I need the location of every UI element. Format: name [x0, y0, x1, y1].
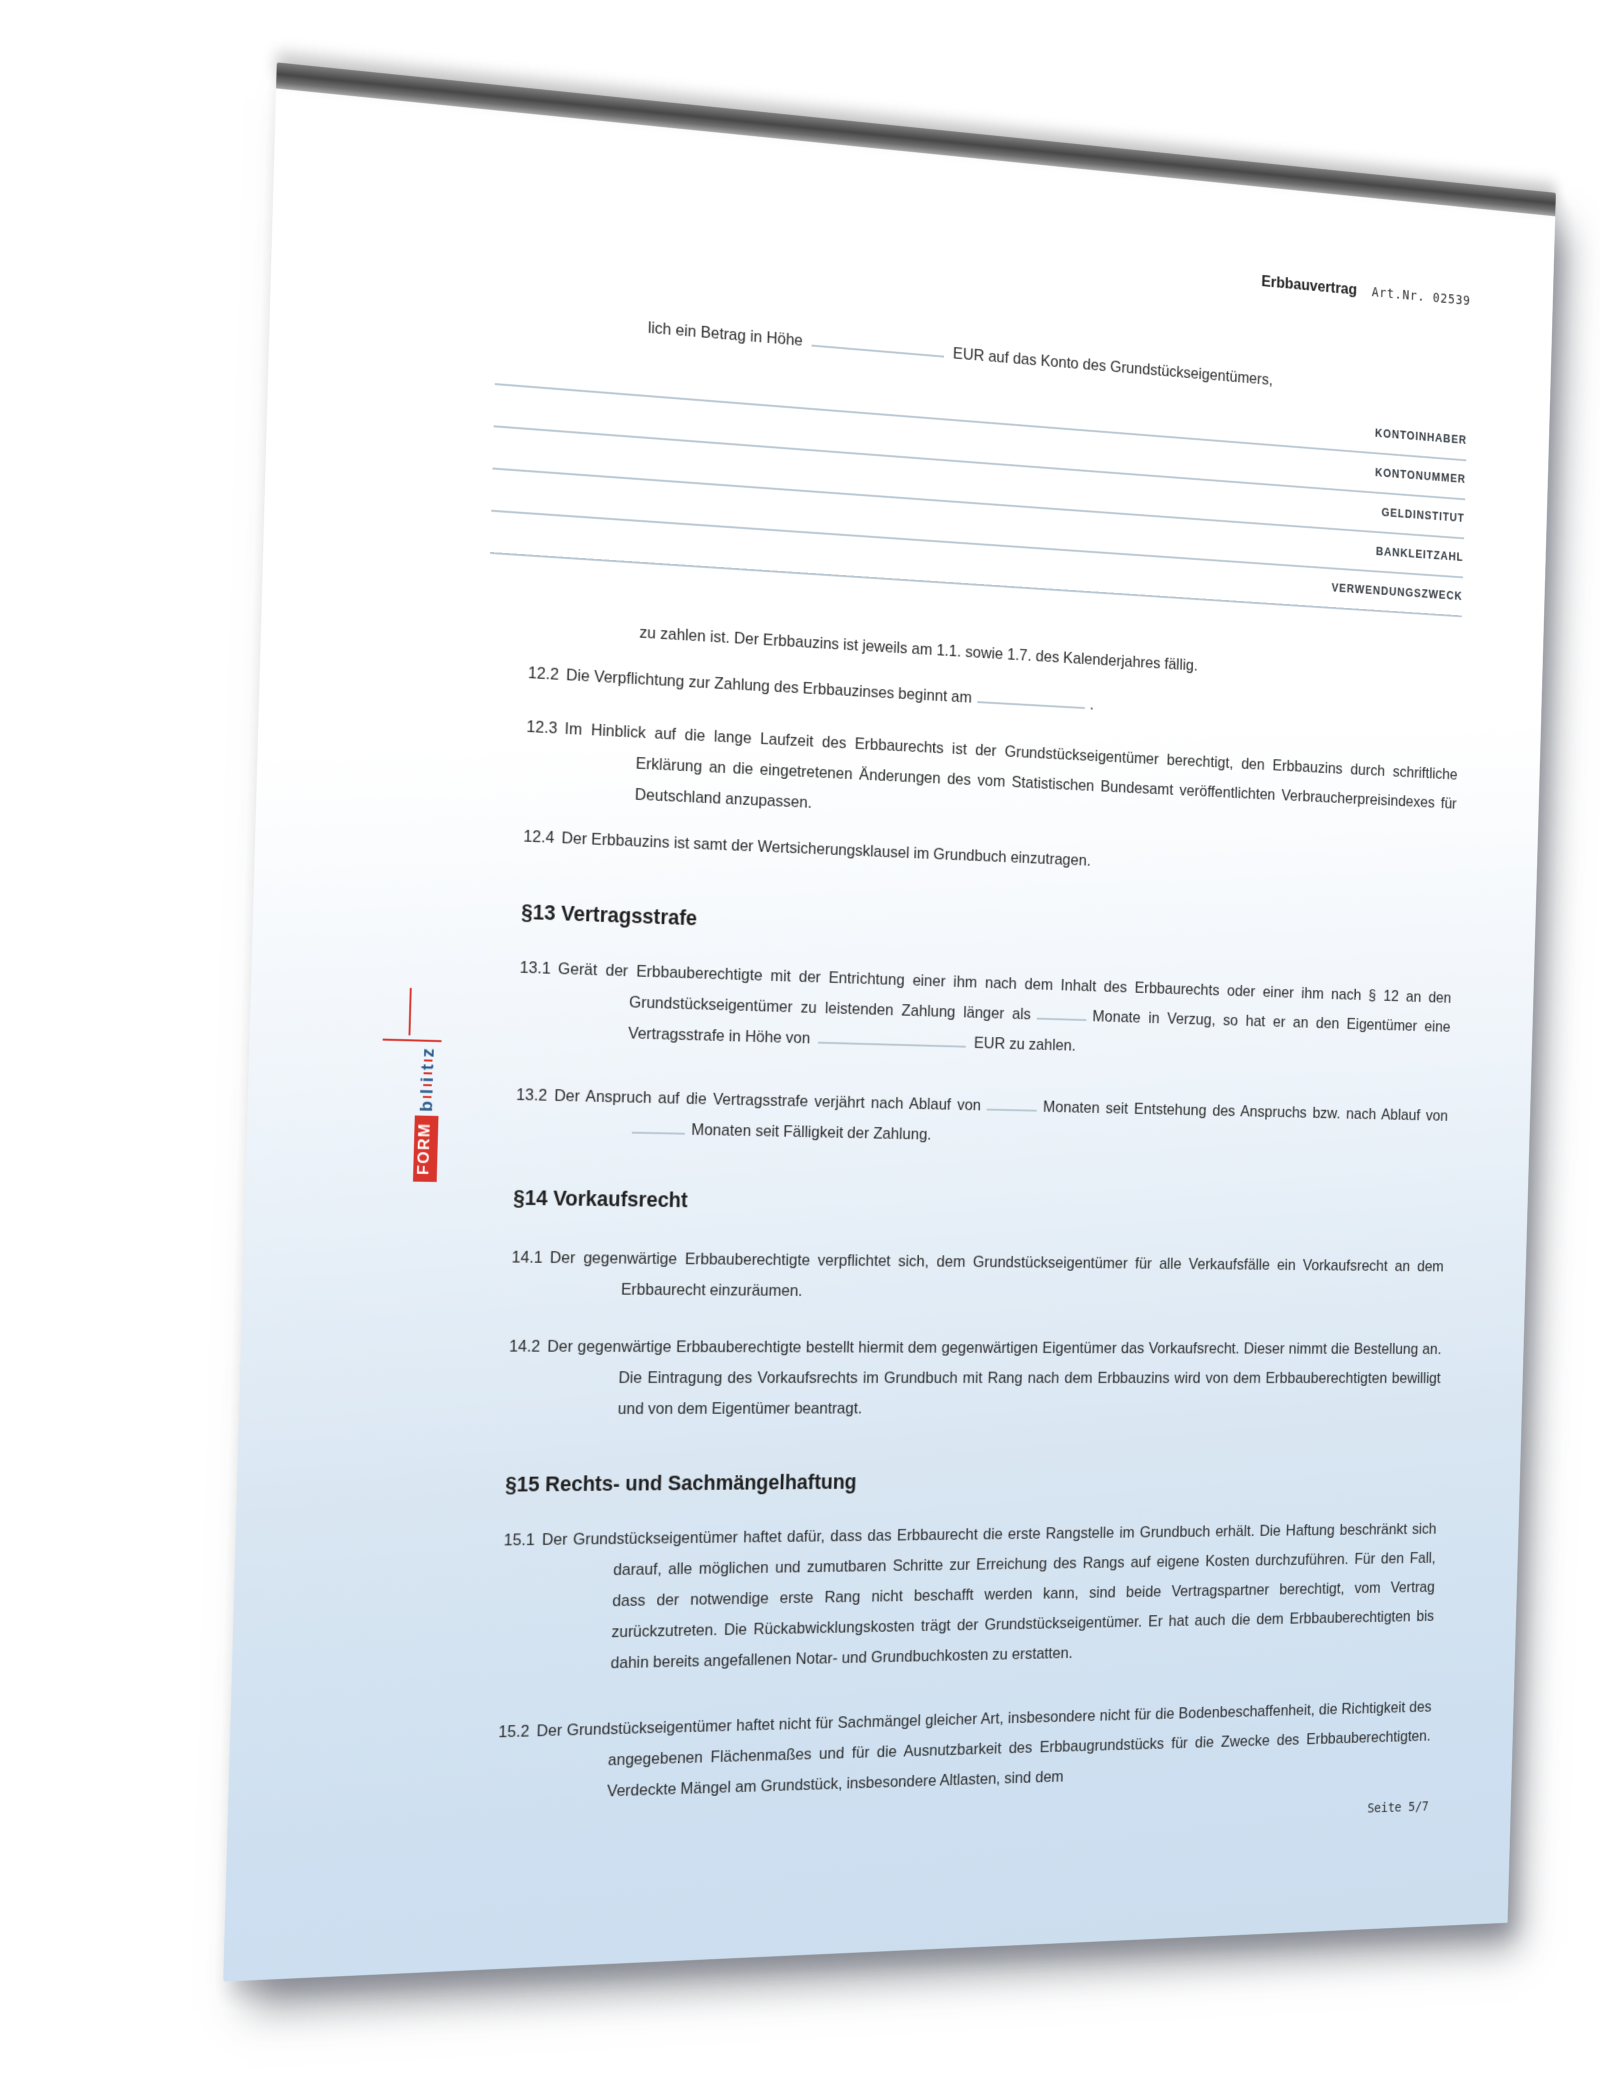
clause-text: Der Grundstückseigentümer haftet nicht für Sachmängel gleicher Art, insbesondere nicht für die Bodenbeschaffenheit, die Richtigkeit des angegebenen Flächenmaßes und für die Ausnutzbarkeit des Erbbaugrundstücks für die Zwecke des Erbbauberechtigten. Verdeckte Mängel am Grundstück, insbesondere Altlasten, sind dem [536, 1697, 1432, 1801]
due-date-note: zu zahlen ist. Der Erbbauzins ist jeweils am 1.1. sowie 1.7. des Kalenderjahres fällig. [639, 623, 1198, 675]
clause-15-1 [503, 1515, 1437, 1679]
clause-text: Monate in Verzug, so hat er an den Eigentümer eine Vertragsstrafe in Höhe von [627, 1007, 1451, 1048]
section-heading-13: §13 Vertragsstrafe [520, 899, 698, 931]
contract-page [223, 62, 1556, 1981]
clause-14-2 [508, 1331, 1442, 1424]
document-mockup-scene [250, 62, 1600, 1982]
months-blank-field [987, 1094, 1037, 1111]
clause-number: 15.2 [498, 1721, 530, 1742]
logo-form-wordmark: FORM [412, 1115, 438, 1182]
clause-13-1 [519, 956, 1452, 1071]
months-blank-field [632, 1117, 685, 1135]
clause-text: Der Erbbauzins ist samt der Wertsicherungsklausel im Grundbuch einzutragen. [561, 828, 1092, 870]
logo-letter: i [419, 1070, 436, 1082]
clause-text-end: . [1089, 695, 1095, 714]
clause-15-2 [498, 1692, 1432, 1807]
section-heading-15: §15 Rechts- und Sachmängelhaftung [504, 1469, 857, 1497]
clause-14-1 [511, 1243, 1445, 1310]
clause-number: 14.2 [508, 1336, 541, 1356]
page-top-fold-edge [276, 62, 1556, 216]
bank-field-label: VERWENDUNGSZWECK [1331, 581, 1463, 603]
page-header [273, 180, 1471, 309]
clause-text: Gerät der Erbbauberechtigte mit der Entrichtung einer ihm nach dem Inhalt des Erbbaurechts oder einer ihm nach § 12 an den Grundstückseigentümer zu leistenden Zahlung länger als [557, 959, 1452, 1024]
logo-blitz-wordmark [418, 1048, 437, 1112]
article-number: Art.Nr. 02539 [1371, 285, 1471, 309]
clause-number: 12.4 [523, 826, 555, 847]
amount-blank-field [812, 330, 945, 357]
clause-number: 12.3 [526, 717, 558, 738]
months-blank-field [1037, 1004, 1087, 1021]
logo-letter: b [418, 1094, 436, 1112]
clause-number: 14.1 [511, 1247, 543, 1267]
clause-number: 13.1 [519, 958, 551, 978]
logo-letter: l [418, 1082, 435, 1094]
clause-text: Im Hinblick auf die lange Laufzeit des Erbbaurechts ist der Grundstückseigentümer berechtigt, den Erbbauzins durch schriftliche Erklärung an die eingetretenen Änderungen des vom Statistischen Bundesamt veröffentlichten Verbraucherpreisindexes für Deutschland anzupassen. [564, 719, 1458, 813]
bank-field-label: KONTONUMMER [1374, 466, 1466, 486]
formblitz-logo-inner [410, 1039, 442, 1182]
bank-field-label: KONTOINHABER [1374, 426, 1467, 447]
clause-13-2 [515, 1082, 1449, 1160]
logo-letter: t [419, 1057, 436, 1070]
clause-text: Der Anspruch auf die Vertragsstrafe verjährt nach Ablauf von [554, 1086, 982, 1115]
carryover-text-post: EUR auf das Konto des Grundstückseigentümers, [952, 344, 1273, 389]
penalty-amount-blank-field [818, 1027, 966, 1047]
clause-text-end: Monaten seit Fälligkeit der Zahlung. [691, 1120, 932, 1144]
bank-field-label: BANKLEITZAHL [1375, 544, 1464, 564]
page-number-indicator: Seite 5/7 [1367, 1799, 1429, 1817]
clause-text: Der gegenwärtige Erbbauberechtigte verpflichtet sich, dem Grundstückseigentümer für alle Verkaufsfälle ein Vorkaufsrecht an dem Erbbaurecht einzuräumen. [549, 1248, 1444, 1300]
clause-text: Monaten seit Entstehung des Anspruchs bzw. nach Ablauf von [1042, 1097, 1449, 1125]
logo-letter: z [418, 1048, 438, 1058]
date-blank-field [977, 687, 1085, 709]
clause-number: 13.2 [515, 1085, 548, 1105]
document-title: Erbbauvertrag [1261, 272, 1358, 299]
section-heading-14: §14 Vorkaufsrecht [513, 1185, 689, 1213]
clause-text: Die Verpflichtung zur Zahlung des Erbbauzinses beginnt am [565, 665, 973, 707]
clause-number: 15.1 [503, 1530, 535, 1550]
bank-field-label: GELDINSTITUT [1381, 505, 1465, 525]
carryover-text-pre: lich ein Betrag in Höhe [647, 318, 804, 350]
clause-number: 12.2 [527, 663, 560, 684]
clause-text: Der gegenwärtige Erbbauberechtigte bestellt hiermit dem gegenwärtigen Eigentümer das Vorkaufsrecht. Dieser nimmt die Bestellung an. Die Eintragung des Vorkaufsrechts im Grundbuch mit Rang nach dem Erbbauzins wird von dem Erbbauberechtigten bewilligt und von dem Eigentümer beantragt. [547, 1337, 1442, 1418]
clause-text-end: EUR zu zahlen. [973, 1033, 1077, 1055]
clause-text: Der Grundstückseigentümer haftet dafür, dass das Erbbaurecht die erste Rangstelle im Grundbuch erhält. Die Haftung beschränkt sich darauf, alle möglichen und zumutbaren Schritte zur Erreichung des Rangs auf eigene Kosten durchzuführen. Für den Fall, dass der notwendige erste Rang nicht beschafft werden kann, sind beide Vertragspartner berechtigt, vom Vertrag zurückzutreten. Die Rückabwicklungskosten trägt der Grundstückseigentümer. Er hat auch die dem Erbbauberechtigten bis dahin bereits angefallenen Notar- und Grundbuchkosten zu erstatten. [541, 1520, 1437, 1673]
